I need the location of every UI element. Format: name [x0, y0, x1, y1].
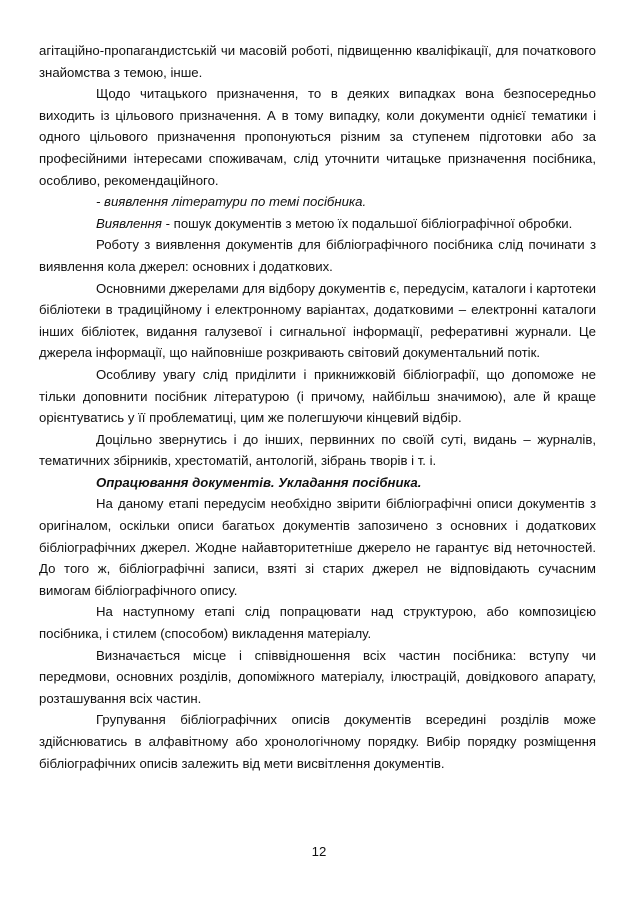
- defined-term: Виявлення: [96, 215, 162, 231]
- document-page: [39, 40, 596, 774]
- paragraph-definition: [39, 213, 596, 235]
- paragraph-reader-purpose: Щодо читацького призначення, то в деяких випадках вона безпосередньо виходить із цільового призначення. А в тому випадку, коли документи однієї тематики і одного цільового призначення пропонуються різним за ступенем підготовки або за професійними інтересами споживачам, слід уточнити читацьке призначення посібника, особливо, рекомендаційного.: [39, 86, 596, 188]
- paragraph-continuation: агітаційно-пропагандистській чи масовій роботі, підвищенню кваліфікації, для початкового знайомства з темою, інше.: [39, 43, 596, 80]
- paragraph-parts: Визначається місце і співвідношення всіх частин посібника: вступу чи передмови, основних розділів, допоміжного матеріалу, ілюстрацій, довідкового апарату, розташування всіх частин.: [39, 647, 596, 706]
- paragraph-structure: На наступному етапі слід попрацювати над структурою, або композицією посібника, і стилем (способом) викладення матеріалу.: [39, 604, 596, 642]
- page-number: 12: [311, 844, 327, 859]
- section-heading-processing: Опрацювання документів. Укладання посібника.: [96, 474, 422, 490]
- paragraph-sources-start: Роботу з виявлення документів для бібліографічного посібника слід починати з виявлення кола джерел: основних і додаткових.: [39, 237, 596, 274]
- paragraph-verification: На даному етапі передусім необхідно звірити бібліографічні описи документів з оригіналом, оскільки описи багатьох документів запозичено з основних і додаткових бібліографічних джерел. Жодне найавторитетніше джерело не гарантує від неточностей. До того ж, бібліографічні записи, взяті зі старих джерел не відповідають сучасним вимогам бібліографічного опису.: [39, 496, 596, 598]
- definition-text: - пошук документів з метою їх подальшої бібліографічної обробки.: [161, 215, 573, 231]
- paragraph-other-editions: Доцільно звернутись і до інших, первинних по своїй суті, видань – журналів, тематичних збірників, хрестоматій, антологій, зібрань творів і т. і.: [39, 431, 596, 469]
- section-heading-literature-search: - виявлення літератури по темі посібника.: [96, 194, 367, 210]
- paragraph-grouping: Групування бібліографічних описів документів всередині розділів може здійснюватись в алфавітному або хронологічному порядку. Вибір порядку розміщення бібліографічних описів залежить від мети висвітлення документів.: [39, 712, 596, 771]
- paragraph-main-sources: Основними джерелами для відбору документів є, передусім, каталоги і картотеки бібліотеки в традиційному і електронному варіантах, додатковими – електронні каталоги інших бібліотек, видання галузевої і сигнальної інформації, реферативні журнали. Це джерела інформації, що найповніше розкривають світовий документальний потік.: [39, 280, 596, 361]
- paragraph-book-bibliography: Особливу увагу слід приділити і прикнижковій бібліографії, що допоможе не тільки доповнити посібник літературою (і причому, найбільш значимою), але й краще орієнтуватись у її проблематиці, цим же полегшуючи кінцевий відбір.: [39, 366, 596, 426]
